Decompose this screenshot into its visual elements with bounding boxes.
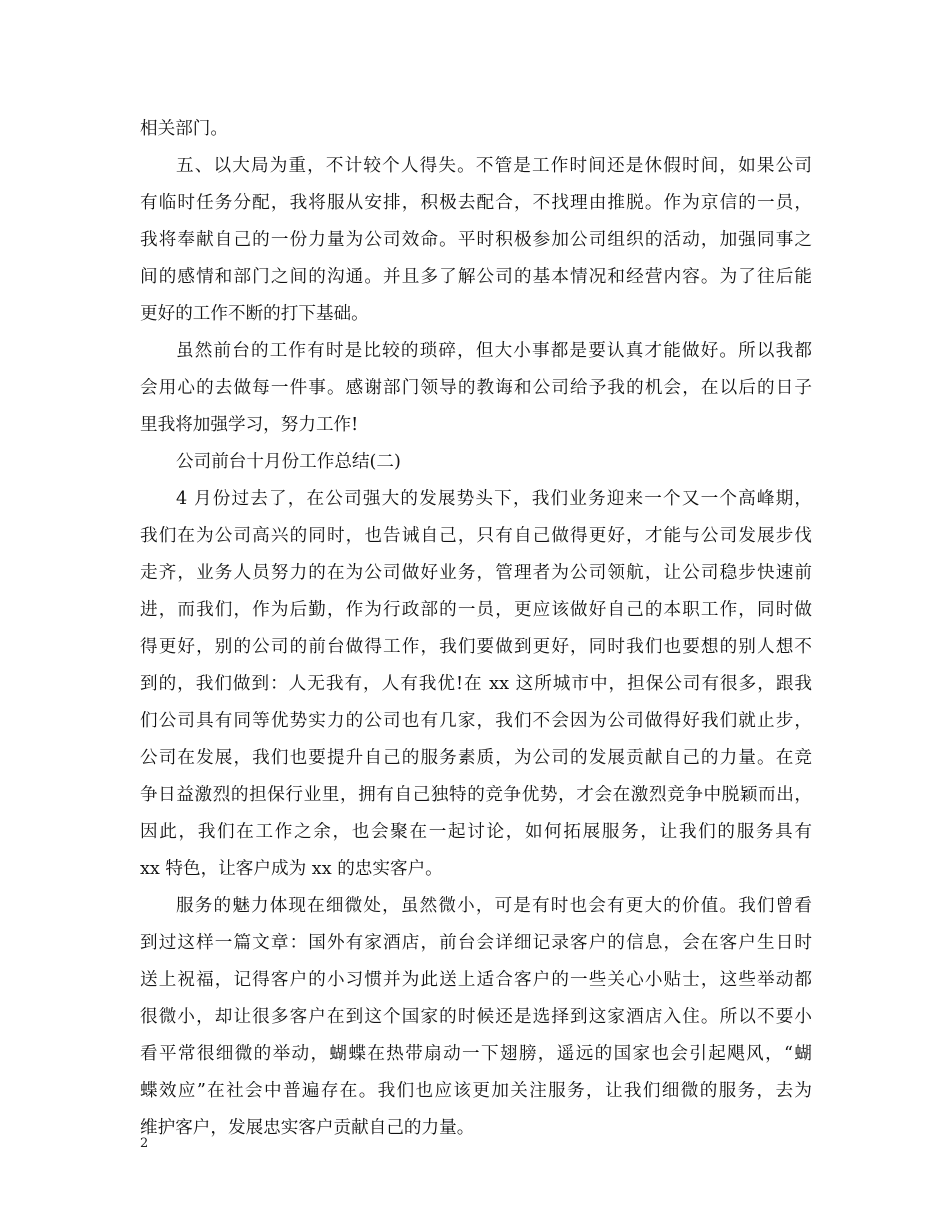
text-line: 因此，我们在工作之余，也会聚在一起讨论，如何拓展服务，让我们的服务具有 — [140, 822, 812, 842]
text-line: 4 月份过去了，在公司强大的发展势头下，我们业务迎来一个又一个高峰期， — [176, 489, 812, 509]
paragraph — [140, 888, 812, 1147]
text-line: 里我将加强学习，努力工作! — [140, 415, 359, 435]
text-line: 有临时任务分配，我将服从安排，积极去配合，不找理由推脱。作为京信的一员， — [140, 193, 812, 213]
paragraph — [140, 333, 812, 444]
text-line: 们公司具有同等优势实力的公司也有几家，我们不会因为公司做得好我们就止步， — [140, 711, 812, 731]
text-line: 到的，我们做到：人无我有，人有我优!在 xx 这所城市中，担保公司有很多，跟我 — [140, 674, 812, 694]
text-line: 会用心的去做每一件事。感谢部门领导的教诲和公司给予我的机会，在以后的日子 — [140, 378, 812, 398]
text-line: 虽然前台的工作有时是比较的琐碎，但大小事都是要认真才能做好。所以我都 — [176, 341, 812, 361]
paragraph — [140, 444, 812, 481]
text-line: 我们在为公司高兴的同时，也告诫自己，只有自己做得更好，才能与公司发展步伐 — [140, 526, 812, 546]
text-line: 维护客户，发展忠实客户贡献自己的力量。 — [140, 1118, 475, 1138]
text-line: 相关部门。 — [140, 119, 228, 139]
text-line: 更好的工作不断的打下基础。 — [140, 304, 369, 324]
text-line: 服务的魅力体现在细微处，虽然微小，可是有时也会有更大的价值。我们曾看 — [176, 896, 812, 916]
text-line: 看平常很细微的举动，蝴蝶在热带扇动一下翅膀，遥远的国家也会引起飓风，“蝴 — [140, 1044, 812, 1064]
text-line: 很微小，却让很多客户在到这个国家的时候还是选择到这家酒店入住。所以不要小 — [140, 1007, 812, 1027]
paragraph — [140, 148, 812, 333]
text-line: 争日益激烈的担保行业里，拥有自己独特的竞争优势，才会在激烈竞争中脱颖而出， — [140, 785, 812, 805]
paragraph — [140, 111, 812, 148]
text-line: 走齐，业务人员努力的在为公司做好业务，管理者为公司领航，让公司稳步快速前 — [140, 563, 812, 583]
text-line: 公司前台十月份工作总结(二) — [176, 452, 401, 472]
text-line: 送上祝福，记得客户的小习惯并为此送上适合客户的一些关心小贴士，这些举动都 — [140, 970, 812, 990]
text-line: 蝶效应”在社会中普遍存在。我们也应该更加关注服务，让我们细微的服务，去为 — [140, 1081, 812, 1101]
text-line: 进，而我们，作为后勤，作为行政部的一员，更应该做好自己的本职工作，同时做 — [140, 600, 812, 620]
text-line: 间的感情和部门之间的沟通。并且多了解公司的基本情况和经营内容。为了往后能 — [140, 267, 812, 287]
text-line: xx 特色，让客户成为 xx 的忠实客户。 — [140, 859, 443, 879]
text-line: 五、以大局为重，不计较个人得失。不管是工作时间还是休假时间，如果公司 — [176, 156, 812, 176]
text-line: 公司在发展，我们也要提升自己的服务素质，为公司的发展贡献自己的力量。在竞 — [140, 748, 812, 768]
page-number: 2 — [140, 1136, 149, 1151]
paragraph — [140, 481, 812, 888]
document-page — [140, 111, 812, 1147]
text-line: 到过这样一篇文章：国外有家酒店，前台会详细记录客户的信息，会在客户生日时 — [140, 933, 812, 953]
text-line: 我将奉献自己的一份力量为公司效命。平时积极参加公司组织的活动，加强同事之 — [140, 230, 812, 250]
text-line: 得更好，别的公司的前台做得工作，我们要做到更好，同时我们也要想的别人想不 — [140, 637, 812, 657]
